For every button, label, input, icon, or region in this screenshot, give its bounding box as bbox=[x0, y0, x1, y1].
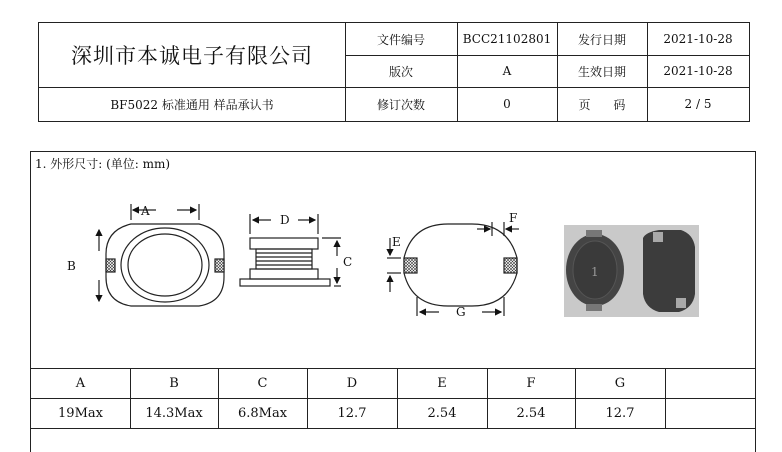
section-title: 1. 外形尺寸: (单位: mm) bbox=[35, 157, 171, 171]
dim-value-c: 6.8Max bbox=[237, 405, 288, 421]
page-label: 页 码 bbox=[578, 97, 626, 112]
dim-value-empty bbox=[665, 398, 755, 428]
dim-label-d: D bbox=[280, 213, 290, 227]
dim-header-empty bbox=[665, 368, 755, 398]
issue-date: 2021-10-28 bbox=[663, 32, 733, 46]
dim-header-c: C bbox=[257, 375, 268, 391]
dim-label-g: G bbox=[456, 305, 466, 319]
dim-value-f: 2.54 bbox=[516, 405, 546, 421]
side-view-drawing bbox=[240, 214, 341, 286]
dim-header-g: G bbox=[614, 375, 626, 391]
dim-label-f: F bbox=[509, 211, 518, 225]
page-number: 2 / 5 bbox=[684, 97, 712, 111]
effective-date: 2021-10-28 bbox=[663, 64, 733, 78]
photo-marking: 1 bbox=[591, 265, 599, 279]
document-header bbox=[38, 22, 750, 122]
dim-label-a: A bbox=[141, 204, 150, 218]
company-name: 深圳市本诚电子有限公司 bbox=[71, 44, 313, 68]
dim-header-b: B bbox=[169, 375, 179, 391]
dim-label-c: C bbox=[343, 255, 353, 269]
doc-no-label: 文件编号 bbox=[376, 32, 425, 47]
dim-value-d: 12.7 bbox=[337, 405, 367, 421]
document-subtitle: BF5022 标准通用 样品承认书 bbox=[110, 97, 274, 112]
revision-label: 修订次数 bbox=[376, 97, 425, 112]
dim-label-b: B bbox=[67, 259, 76, 273]
revision: 0 bbox=[503, 97, 511, 111]
doc-no: BCC21102801 bbox=[462, 32, 552, 46]
dim-value-b: 14.3Max bbox=[145, 405, 203, 421]
dim-header-d: D bbox=[346, 375, 358, 391]
dim-label-e: E bbox=[392, 235, 401, 249]
version: A bbox=[502, 64, 512, 78]
outline-drawings bbox=[31, 152, 755, 366]
effective-date-label: 生效日期 bbox=[577, 64, 626, 79]
footprint-drawing bbox=[387, 222, 519, 316]
version-label: 版次 bbox=[388, 64, 413, 79]
dim-value-g: 12.7 bbox=[605, 405, 635, 421]
product-photo bbox=[564, 225, 699, 317]
dim-header-f: F bbox=[526, 375, 536, 391]
top-view-drawing bbox=[99, 204, 224, 306]
dimensions-section bbox=[30, 151, 756, 452]
dim-header-e: E bbox=[437, 375, 447, 391]
dim-header-a: A bbox=[75, 375, 86, 391]
dim-value-a: 19Max bbox=[58, 405, 103, 421]
dim-value-e: 2.54 bbox=[427, 405, 457, 421]
issue-date-label: 发行日期 bbox=[577, 32, 626, 47]
